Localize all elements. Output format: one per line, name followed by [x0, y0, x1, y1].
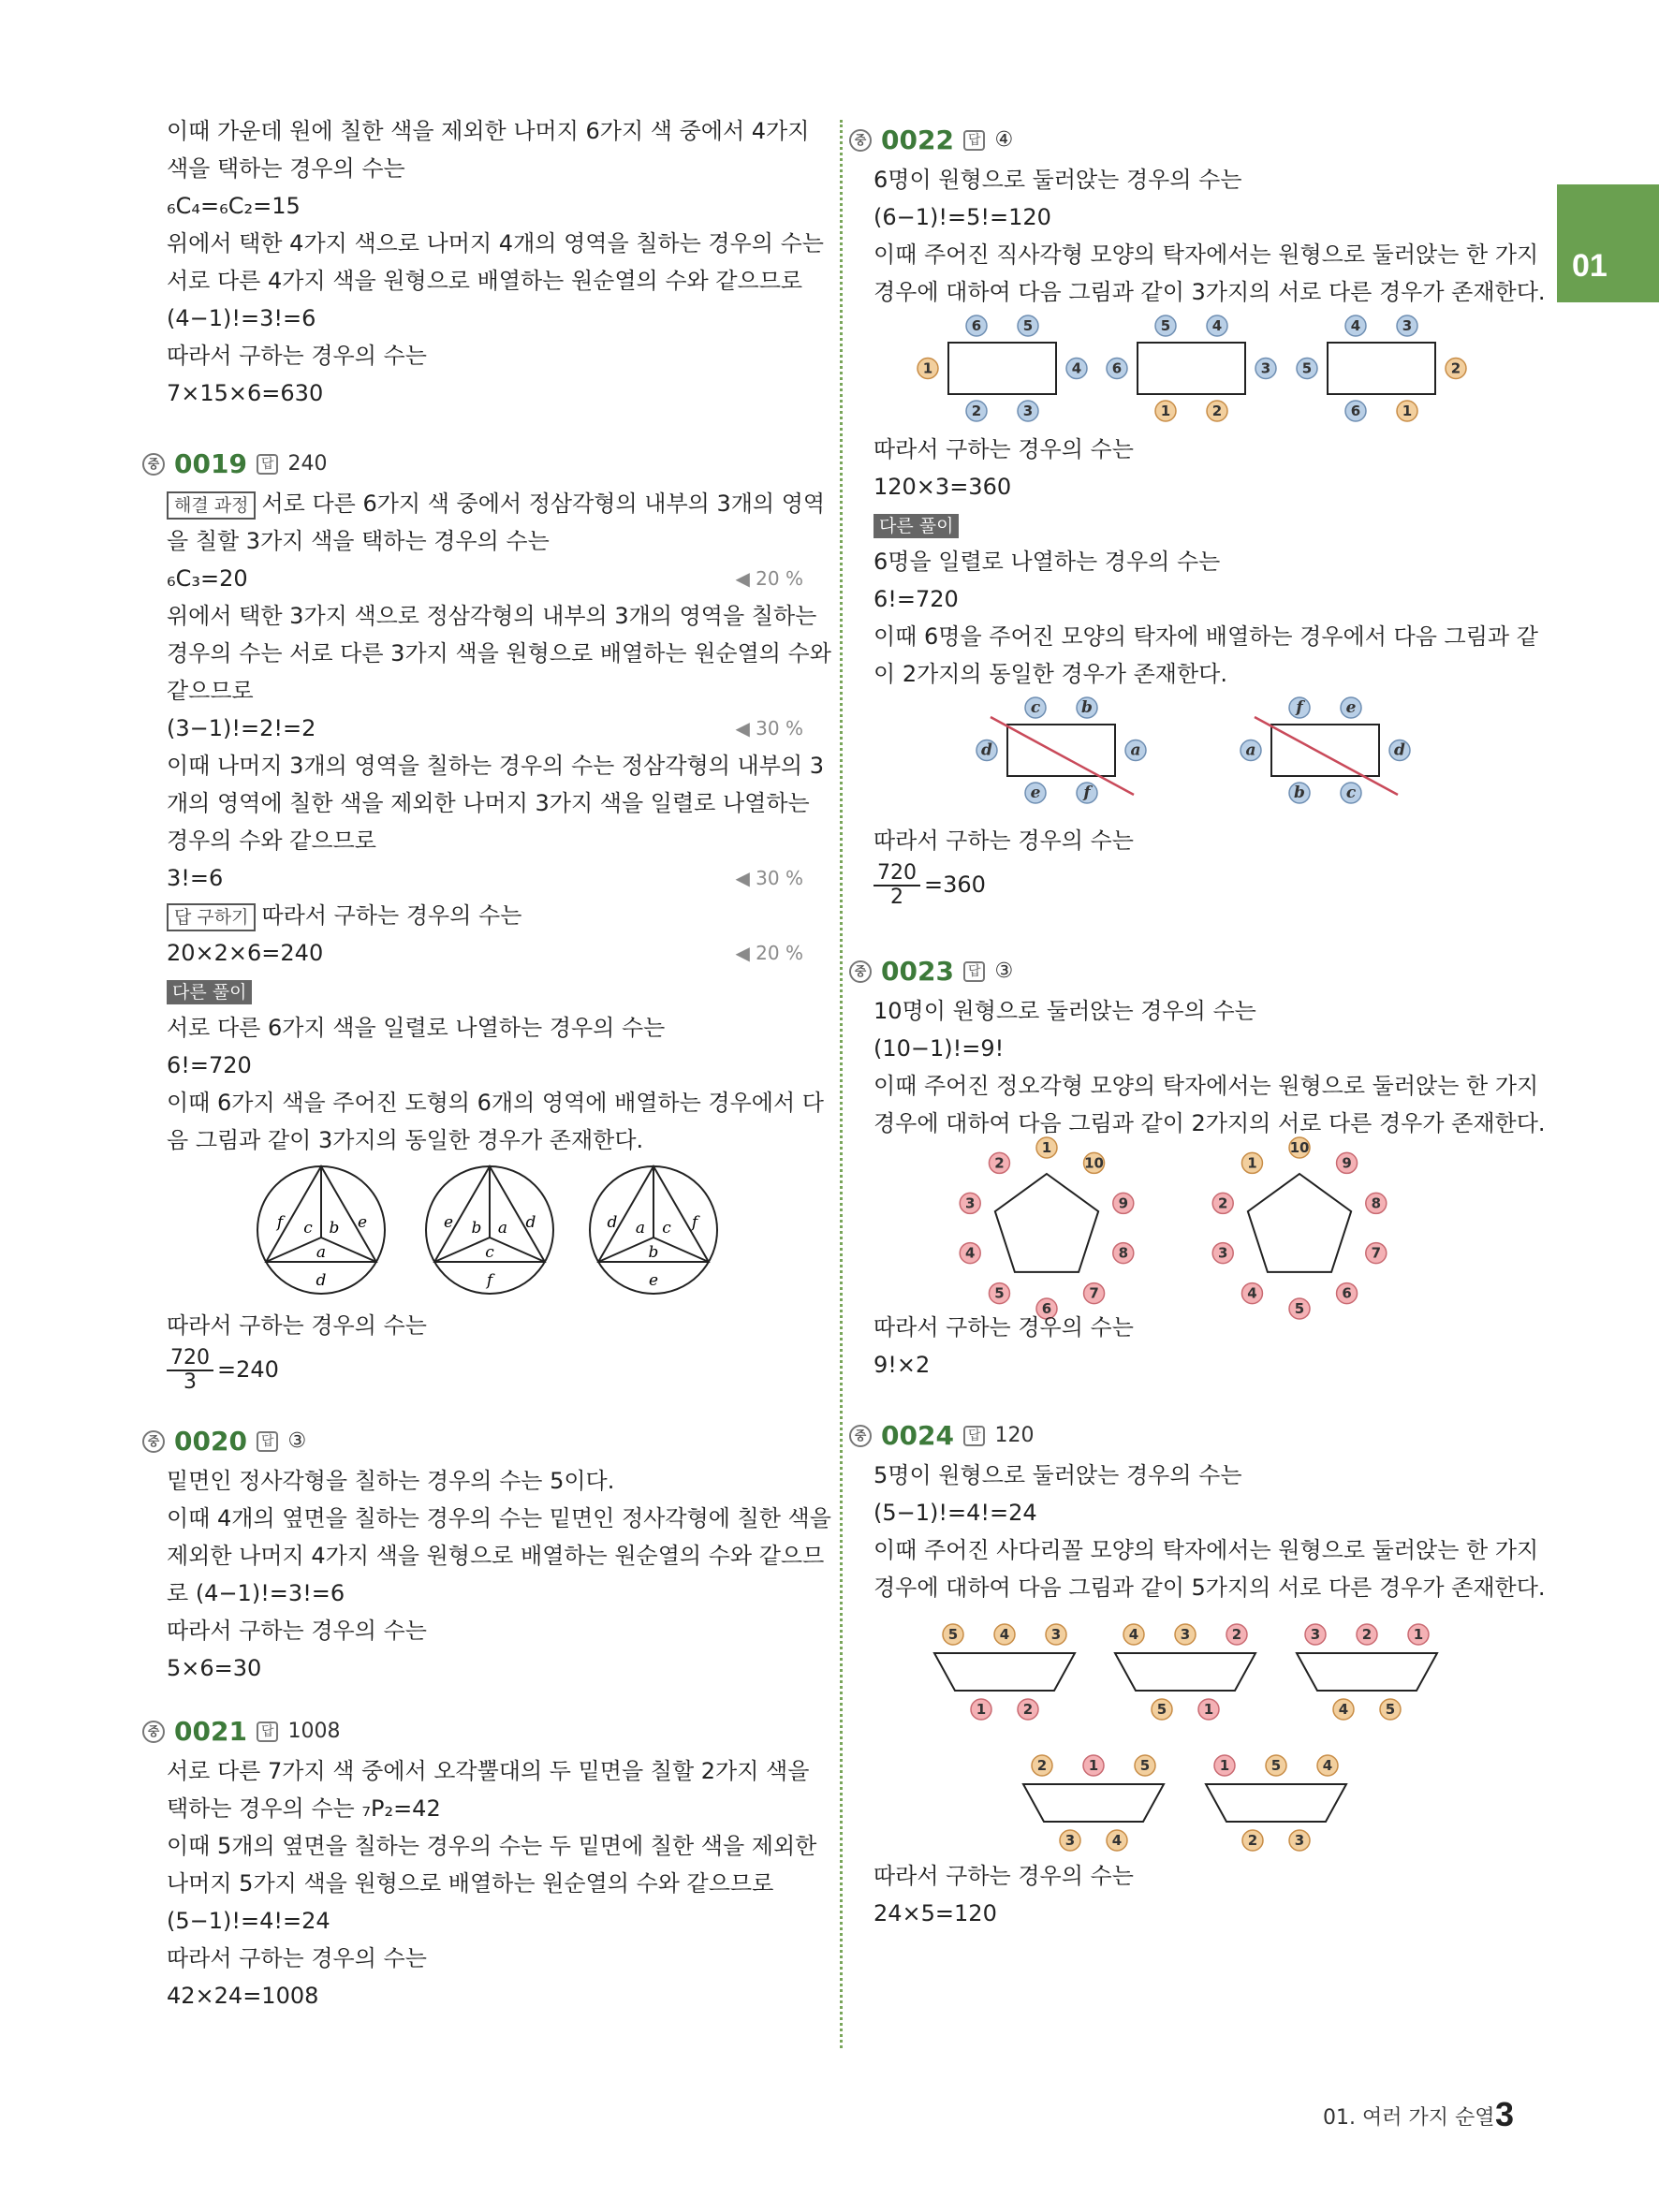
seat-label: 3	[1310, 1626, 1321, 1643]
seat-label: c	[1345, 784, 1357, 802]
text-line: 이때 5개의 옆면을 칠하는 경우의 수는 두 밑면에 칠한 색을 제외한	[167, 1833, 817, 1859]
chapter-side-tab-label: 01	[1572, 248, 1608, 284]
seat-label: 3	[1050, 1626, 1062, 1643]
seat-label: 2	[994, 1154, 1005, 1172]
seat-label: 2	[1036, 1757, 1048, 1774]
seat-label: 1	[1402, 403, 1413, 419]
table-rect	[948, 343, 1056, 394]
answer-value: 1008	[287, 1720, 341, 1743]
text-line: 같으므로	[167, 678, 254, 704]
solve-process-tag: 해결 과정	[167, 491, 256, 520]
text-line: 경우의 수는 서로 다른 3가지 색을 원형으로 배열하는 원순열의 수와	[167, 640, 831, 667]
get-answer-tag: 답 구하기	[167, 903, 256, 931]
text-line: 6!=720	[874, 586, 959, 612]
answer-value: 120	[994, 1424, 1035, 1447]
text-line: 24×5=120	[874, 1900, 997, 1926]
answer-tag: 답	[257, 1721, 279, 1742]
region-label: e	[357, 1213, 368, 1232]
triangle-segment	[490, 1238, 545, 1262]
text-line: 42×24=1008	[167, 1983, 319, 2009]
seat-label: 2	[1231, 1626, 1242, 1643]
text-line: 위에서 택한 3가지 색으로 정삼각형의 내부의 3개의 영역을 칠하는	[167, 603, 817, 629]
table-rect	[1271, 725, 1379, 776]
region-label: a	[635, 1219, 646, 1238]
region-label: b	[329, 1219, 340, 1238]
text-line: 이때 6명을 주어진 모양의 탁자에 배열하는 경우에서 다음 그림과 같	[874, 623, 1538, 650]
seat-label: 1	[1203, 1701, 1214, 1718]
answer-tag: 답	[963, 961, 986, 982]
seat-label: 5	[1301, 359, 1313, 377]
difficulty-mark: 중	[142, 1430, 165, 1453]
triangle-segment	[598, 1238, 653, 1262]
seat-label: 3	[1260, 359, 1271, 377]
letter-table-figure	[874, 696, 1515, 818]
region-label: d	[525, 1213, 536, 1232]
trapezoid	[1115, 1653, 1255, 1691]
seat-label: 2	[971, 403, 982, 419]
pentagon	[995, 1174, 1098, 1272]
text-line: 을 칠할 3가지 색을 택하는 경우의 수는	[167, 528, 550, 554]
text-line: 이때 주어진 정오각형 모양의 탁자에서는 원형으로 둘러앉는 한 가지	[874, 1073, 1539, 1099]
text-line	[167, 560, 803, 597]
answer-value: ③	[994, 960, 1014, 983]
fraction-result: =240	[217, 1356, 279, 1383]
text-line: 이 2가지의 동일한 경우가 존재한다.	[874, 661, 1227, 687]
other-solution-tag: 다른 풀이	[167, 980, 252, 1004]
score-percent: ◀ 20 %	[735, 942, 803, 964]
seat-label: 5	[1156, 1701, 1167, 1718]
text-line: 제외한 나머지 4가지 색을 원형으로 배열하는 원순열의 수와 같으므	[167, 1543, 825, 1569]
seat-label: 3	[1022, 403, 1034, 419]
seat-label: e	[1030, 784, 1041, 802]
fraction-line	[874, 859, 1515, 910]
region-label: e	[648, 1271, 659, 1290]
text-line: 따라서 구하는 경우의 수는	[874, 828, 1134, 854]
trapezoid	[934, 1653, 1075, 1691]
text-line: 밑면인 정사각형을 칠하는 경우의 수는 5이다.	[167, 1468, 615, 1494]
seat-label: 2	[1211, 403, 1223, 419]
triangle-segment	[321, 1238, 376, 1262]
text-line: 10명이 원형으로 둘러앉는 경우의 수는	[874, 998, 1256, 1024]
region-label: d	[607, 1213, 618, 1232]
seat-label: 5	[1385, 1701, 1396, 1718]
problem-header-0023	[849, 951, 1515, 992]
region-label: f	[276, 1213, 284, 1232]
problem-header-0020	[142, 1421, 803, 1462]
seat-label: a	[1130, 740, 1141, 760]
fraction-denominator: 3	[184, 1370, 197, 1394]
seat-label: f	[1296, 698, 1303, 717]
seat-label: 1	[1041, 1139, 1052, 1156]
region-label: c	[485, 1243, 494, 1262]
seat-label: 6	[1342, 1284, 1352, 1302]
text-line	[167, 710, 803, 747]
text-line: 이때 나머지 3개의 영역을 칠하는 경우의 수는 정삼각형의 내부의 3	[167, 753, 824, 779]
problem-number: 0021	[174, 1716, 247, 1747]
seat-label: 4	[1128, 1626, 1139, 1643]
footer-chapter: 01. 여러 가지 순열	[1323, 2106, 1495, 2130]
seat-label: 3	[1180, 1626, 1191, 1643]
text-line	[167, 972, 803, 1009]
triangle-segment	[653, 1238, 709, 1262]
seat-label: 2	[1450, 359, 1461, 377]
seat-label: 4	[1211, 317, 1223, 334]
text-line: ₆C₄=₆C₂=15	[167, 193, 301, 219]
text-line: 서로 다른 7가지 색 중에서 오각뿔대의 두 밑면을 칠할 2가지 색을	[167, 1758, 810, 1784]
text-line: 따라서 구하는 경우의 수는	[167, 1312, 427, 1339]
seat-label: 6	[1041, 1300, 1052, 1317]
text-line: 색을 택하는 경우의 수는	[167, 155, 405, 182]
seat-label: d	[981, 740, 992, 760]
text-line	[167, 934, 803, 972]
seat-label: b	[1294, 784, 1305, 802]
seat-label: 2	[1361, 1626, 1373, 1643]
region-label: c	[303, 1219, 313, 1238]
text-line-content: ₆C₃=20	[167, 565, 248, 592]
text-line: 경우에 대하여 다음 그림과 같이 3가지의 서로 다른 경우가 존재한다.	[874, 279, 1546, 305]
seat-label: 3	[1217, 1244, 1228, 1262]
seat-label: 3	[1064, 1832, 1076, 1849]
intro-block	[167, 112, 824, 412]
seat-label: 8	[1371, 1194, 1382, 1212]
seat-label: 4	[1350, 317, 1361, 334]
text-line: 6!=720	[167, 1052, 252, 1078]
trapezoid	[1023, 1784, 1164, 1822]
region-label: a	[316, 1243, 327, 1262]
fraction-denominator: 2	[890, 886, 903, 909]
seat-label: 6	[1350, 403, 1361, 419]
text-line: 6명이 원형으로 둘러앉는 경우의 수는	[874, 167, 1242, 193]
problem-number: 0023	[881, 956, 954, 987]
answer-value: ④	[994, 128, 1014, 152]
score-percent: ◀ 20 %	[735, 567, 803, 590]
difficulty-mark: 중	[849, 1425, 872, 1447]
text-line: 경우에 대하여 다음 그림과 같이 2가지의 서로 다른 경우가 존재한다.	[874, 1110, 1546, 1136]
seat-label: 6	[971, 317, 982, 334]
chapter-side-tab	[1557, 184, 1659, 302]
fraction-numerator: 720	[874, 862, 920, 886]
region-label: a	[497, 1219, 508, 1238]
seat-label: 5	[1139, 1757, 1151, 1774]
seat-label: a	[1245, 740, 1256, 760]
text-line: 경우의 수와 같으므로	[167, 828, 376, 854]
seat-label: 8	[1118, 1244, 1129, 1262]
text-line: 5×6=30	[167, 1655, 262, 1681]
problem-number: 0022	[881, 125, 954, 155]
seat-label: 1	[1219, 1757, 1230, 1774]
text-line: (4−1)!=3!=6	[167, 305, 316, 331]
seat-label: 4	[1071, 359, 1082, 377]
seat-label: 4	[1322, 1757, 1333, 1774]
problem-header-0019	[142, 444, 803, 485]
problem-number: 0019	[174, 448, 247, 479]
seat-label: 2	[1217, 1194, 1228, 1212]
seat-label: 3	[1402, 317, 1413, 334]
region-label: e	[443, 1213, 454, 1232]
text-line: 따라서 구하는 경우의 수는	[167, 1618, 427, 1644]
text-line: (5−1)!=4!=24	[167, 1908, 330, 1934]
text-line-content: (3−1)!=2!=2	[167, 715, 316, 741]
seat-label: 7	[1371, 1244, 1382, 1262]
region-label: c	[662, 1219, 671, 1238]
seat-label: 1	[1160, 403, 1171, 419]
text-line: 7×15×6=630	[167, 380, 324, 406]
answer-tag: 답	[257, 454, 279, 475]
answer-tag: 답	[257, 1431, 279, 1452]
region-label: b	[471, 1219, 482, 1238]
text-line: 로 (4−1)!=3!=6	[167, 1580, 345, 1606]
pentagon	[1248, 1174, 1351, 1272]
text-line: 이때 가운데 원에 칠한 색을 제외한 나머지 6가지 색 중에서 4가지	[167, 118, 810, 144]
text-line-content: 서로 다른 6가지 색 중에서 정삼각형의 내부의 3개의 영역	[261, 491, 826, 517]
problem-number: 0020	[174, 1426, 247, 1457]
seat-label: 5	[1270, 1757, 1282, 1774]
text-line: 위에서 택한 4가지 색으로 나머지 4개의 영역을 칠하는 경우의 수는	[167, 230, 824, 256]
region-label: f	[691, 1213, 698, 1232]
seat-label: e	[1345, 698, 1357, 717]
answer-tag: 답	[963, 130, 986, 151]
score-percent: ◀ 30 %	[735, 717, 803, 740]
table-rect	[1138, 343, 1245, 394]
text-line: 개의 영역에 칠한 색을 제외한 나머지 3가지 색을 일렬로 나열하는	[167, 790, 810, 816]
answer-value: ③	[287, 1429, 307, 1453]
text-line: 이때 6가지 색을 주어진 도형의 6개의 영역에 배열하는 경우에서 다	[167, 1090, 824, 1116]
rectangle-table-figure	[874, 315, 1515, 427]
text-line: 따라서 구하는 경우의 수는	[874, 436, 1134, 462]
trapezoid	[1206, 1784, 1346, 1822]
fraction-line	[167, 1344, 803, 1395]
other-solution-tag: 다른 풀이	[874, 514, 959, 538]
seat-label: 6	[1111, 359, 1123, 377]
triangle-segment	[266, 1238, 321, 1262]
text-line: 9!×2	[874, 1352, 931, 1378]
text-line	[874, 505, 1515, 543]
text-line: 음 그림과 같이 3가지의 동일한 경우가 존재한다.	[167, 1127, 644, 1153]
seat-label: 5	[947, 1626, 959, 1643]
text-line: (10−1)!=9!	[874, 1035, 1005, 1062]
fraction	[874, 862, 920, 909]
text-line: (5−1)!=4!=24	[874, 1500, 1037, 1526]
text-line: 6명을 일렬로 나열하는 경우의 수는	[874, 549, 1221, 575]
column-divider	[840, 120, 843, 2048]
seat-label: 2	[1022, 1701, 1034, 1718]
seat-label: 5	[1022, 317, 1034, 334]
seat-label: d	[1394, 740, 1405, 760]
problem-header-0021	[142, 1711, 803, 1752]
seat-label: 4	[1247, 1284, 1257, 1302]
text-line	[167, 485, 826, 522]
seat-label: 7	[1089, 1284, 1099, 1302]
text-line: 서로 다른 4가지 색을 원형으로 배열하는 원순열의 수와 같으므로	[167, 268, 803, 294]
seat-label: 1	[1088, 1757, 1099, 1774]
text-line: 택하는 경우의 수는 ₇P₂=42	[167, 1795, 441, 1822]
seat-label: 10	[1289, 1139, 1310, 1156]
seat-label: c	[1030, 698, 1041, 717]
seat-label: 5	[1294, 1300, 1305, 1317]
seat-label: 9	[1342, 1154, 1352, 1172]
problem-number: 0024	[881, 1420, 954, 1451]
seat-label: 1	[1413, 1626, 1424, 1643]
seat-label: 5	[1160, 317, 1171, 334]
seat-label: 1	[976, 1701, 987, 1718]
triangle-segment	[434, 1238, 490, 1262]
text-line	[167, 897, 803, 934]
page-number: 3	[1495, 2095, 1515, 2133]
seat-label: 4	[1111, 1832, 1123, 1849]
seat-label: 2	[1247, 1832, 1258, 1849]
pentagon-table-figure	[874, 1139, 1515, 1317]
text-line-content: 따라서 구하는 경우의 수는	[261, 902, 522, 929]
difficulty-mark: 중	[849, 960, 872, 983]
difficulty-mark: 중	[849, 129, 872, 152]
text-line: 이때 4개의 옆면을 칠하는 경우의 수는 밑면인 정사각형에 칠한 색을	[167, 1505, 831, 1531]
trapezoid-table-figure	[874, 1610, 1515, 1853]
fraction-result: =360	[924, 872, 986, 898]
fraction-numerator: 720	[167, 1347, 213, 1371]
answer-tag: 답	[963, 1426, 986, 1446]
seat-label: 4	[964, 1244, 976, 1262]
seat-label: 3	[964, 1194, 976, 1212]
text-line	[167, 859, 803, 897]
text-line: 서로 다른 6가지 색을 일렬로 나열하는 경우의 수는	[167, 1015, 666, 1041]
seat-label: 5	[994, 1284, 1005, 1302]
text-line: 120×3=360	[874, 474, 1012, 500]
table-rect	[1007, 725, 1115, 776]
text-line: 5명이 원형으로 둘러앉는 경우의 수는	[874, 1462, 1242, 1488]
circle-triangle-figure	[167, 1163, 803, 1303]
left-column	[147, 112, 831, 2014]
answer-value: 240	[287, 452, 328, 476]
seat-label: 10	[1084, 1154, 1104, 1172]
problem-header-0022	[849, 120, 1515, 161]
difficulty-mark: 중	[142, 1721, 165, 1743]
region-label: d	[316, 1271, 327, 1290]
text-line: 따라서 구하는 경우의 수는	[874, 1863, 1134, 1889]
trapezoid	[1297, 1653, 1437, 1691]
text-line-content: 20×2×6=240	[167, 940, 324, 966]
fraction	[167, 1347, 213, 1394]
text-line: 이때 주어진 사다리꼴 모양의 탁자에서는 원형으로 둘러앉는 한 가지	[874, 1537, 1539, 1563]
seat-label: 1	[922, 359, 933, 377]
text-line: 따라서 구하는 경우의 수는	[167, 343, 427, 369]
seat-label: 3	[1294, 1832, 1305, 1849]
text-line-content: 3!=6	[167, 865, 224, 891]
text-line: (6−1)!=5!=120	[874, 204, 1051, 230]
seat-label: 9	[1118, 1194, 1129, 1212]
text-line: 나머지 5가지 색을 원형으로 배열하는 원순열의 수와 같으므로	[167, 1870, 774, 1897]
region-label: b	[648, 1243, 659, 1262]
seat-label: b	[1081, 698, 1093, 717]
seat-label: 4	[999, 1626, 1010, 1643]
text-line: 따라서 구하는 경우의 수는	[874, 1314, 1134, 1340]
seat-label: 1	[1247, 1154, 1257, 1172]
seat-label: f	[1083, 784, 1091, 802]
right-column	[854, 112, 1546, 1932]
region-label: f	[486, 1271, 493, 1290]
difficulty-mark: 중	[142, 453, 165, 476]
text-line: 이때 주어진 직사각형 모양의 탁자에서는 원형으로 둘러앉는 한 가지	[874, 242, 1539, 268]
problem-header-0024	[849, 1415, 1515, 1457]
text-line: 따라서 구하는 경우의 수는	[167, 1945, 427, 1971]
seat-label: 4	[1338, 1701, 1349, 1718]
score-percent: ◀ 30 %	[735, 867, 803, 889]
table-rect	[1328, 343, 1435, 394]
text-line: 경우에 대하여 다음 그림과 같이 5가지의 서로 다른 경우가 존재한다.	[874, 1575, 1546, 1601]
